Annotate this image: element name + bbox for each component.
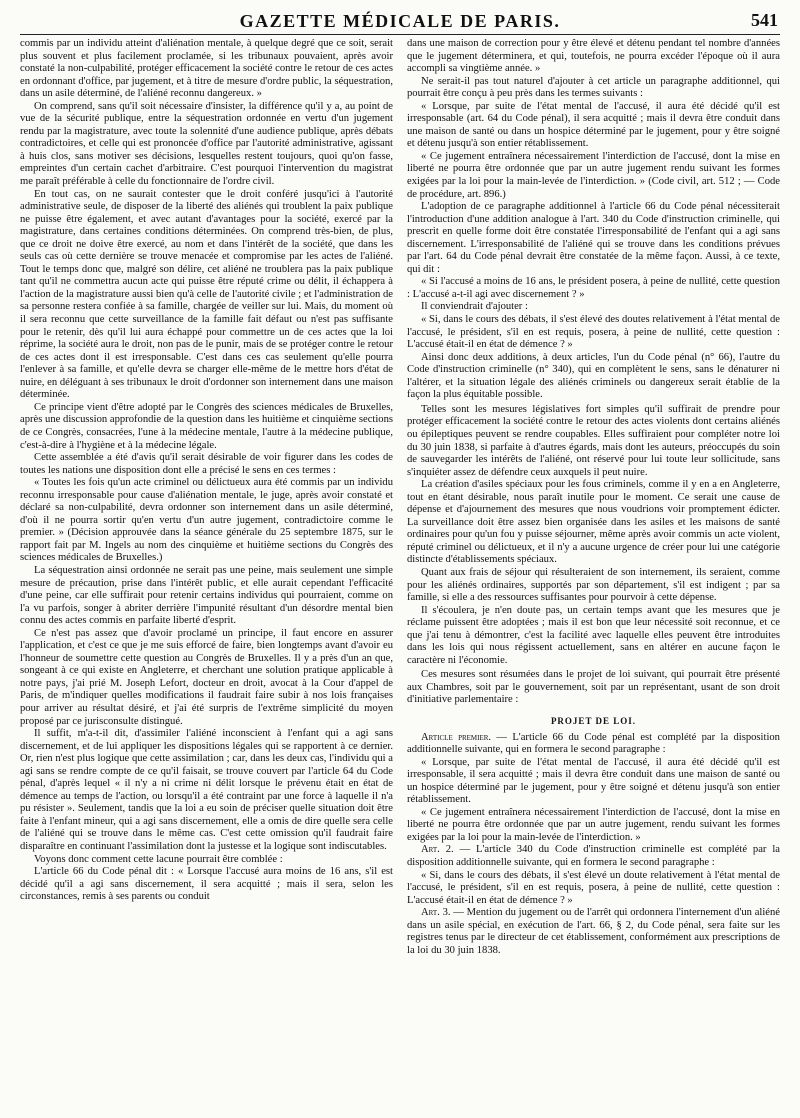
journal-title: GAZETTE MÉDICALE DE PARIS. — [239, 11, 561, 31]
paragraph: commis par un individu atteint d'aliénation mentale, à quelque degré que ce soit, serait plus souvent et plus facilement proclamée, si les tribunaux pouvaient, après avoir constaté la non-culpabilité, protéger efficacement la société contre le retour de ces actes en ordonnant d'office, par jugement, et à titre de mesure d'ordre public, la séquestration, dans un asile déterminé, de l'aliéné reconnu dangereux. » — [20, 38, 393, 100]
right-column — [407, 38, 780, 1116]
quoted-text: « Si, dans le cours des débats, il s'est élevé un doute relativement à l'état mental de l'accusé, le président, s'il en est requis, posera, à peine de nullité, cette question : L'accusé était-il en état de démence ? » — [407, 869, 780, 906]
left-column — [20, 38, 393, 1116]
paragraph: Telles sont les mesures législatives fort simples qu'il suffirait de prendre pour protéger efficacement la société contre le retour des actes violents dont certains aliénés ou épileptiques peuvent se rendre coupables. Elles suffiraient pour compléter notre loi du 30 juin 1838, si parfaite à d'autres égards, mais dont les auteurs, préoccupés du soin de sauvegarder les intérêts de l'aliéné, ont réservé pour lui toute leur sollicitude, sans s'inquiéter assez de défendre ceux auxquels il peut nuire. — [407, 403, 780, 478]
paragraph: Ne serait-il pas tout naturel d'ajouter à cet article un paragraphe additionnel, qui pourrait être conçu à peu près dans les termes suivants : — [407, 75, 780, 100]
paragraph: On comprend, sans qu'il soit nécessaire d'insister, la différence qu'il y a, au point de vue de la sécurité publique, entre la séquestration ordonnée en vertu d'un jugement rendu par la magistrature, avec toute la solennité d'une audience publique, après débats contradictoires, et celle qui est prononcée d'office par l'autorité administrative, agissant à huis clos, sans motiver ses décisions, lesquelles restent toujours, quoi qu'on fasse, empreintes d'un certain cachet d'arbitraire. C'est pourquoi l'intervention du magistrat me paraît préférable à celle du fonctionnaire de l'ordre civil. — [20, 100, 393, 188]
quoted-text: « Si l'accusé a moins de 16 ans, le président posera, à peine de nullité, cette question : L'accusé a-t-il agi avec discernement ? » — [407, 276, 780, 300]
article-2 — [407, 844, 780, 869]
quoted-text: « Ce jugement entraînera nécessairement l'interdiction de l'accusé, dont la mise en liberté ne pourra être ordonnée que par un autre jugement, rendu suivant les formes exigées par la loi pour la main-levée de l'interdiction. » — [407, 806, 780, 843]
paragraph: Voyons donc comment cette lacune pourrait être comblée : — [34, 853, 283, 865]
paragraph: dans une maison de correction pour y être élevé et détenu pendant tel nombre d'années que le jugement déterminera, et qui, toutefois, ne pourra excéder l'époque où il aura accompli sa vingtième année. » — [407, 38, 780, 75]
paragraph: L'article 66 du Code pénal dit : « Lorsque l'accusé aura moins de 16 ans, s'il est décidé qu'il a agi sans discernement, il sera acquitté ; mais il sera, selon les circonstances, remis à ses parents ou conduit — [20, 866, 393, 903]
paragraph: Il s'écoulera, je n'en doute pas, un certain temps avant que les mesures que je réclame puissent être adoptées ; mais il est bon que leur nécessité soit reconnue, et ce que j'ai tenu à démontrer, c'est la facilité avec laquelle elles peuvent être introduites dans les lois qui nous régissent actuellement, sans en altérer en aucune façon le caractère ni l'économie. — [407, 604, 780, 666]
page-header — [20, 8, 780, 35]
paragraph: La création d'asiles spéciaux pour les fous criminels, comme il y en a en Angleterre, tout en étant désirable, nous paraît inutile pour le moment. Ce serait une cause de dépense et d'ajournement des mesures que nous voudrions voir promptement édicter. La surveillance doit être assez bien organisée dans les asiles et les maisons de santé ordinaires pour qu'un fou y puisse séjourner, même après avoir commis un acte violent, réputé criminel ou délictueux, et il n'y a aucune urgence de créer pour lui une catégorie distincte d'établissements spéciaux. — [407, 479, 780, 566]
quoted-text: « Si, dans le cours des débats, il s'est élevé des doutes relativement à l'état mental de l'accusé, le président, s'il en est requis, posera, à peine de nullité, cette question : L'accusé était-il en état de démence ? » — [407, 314, 780, 351]
article-text: — Mention du jugement ou de l'arrêt qui ordonnera l'internement d'un aliéné dans un asile spécial, en exécution de l'art. 66, § 2, du Code pénal, sera faite sur les registres tenus par le directeur de cet établissement, conformément aux prescriptions de la loi du 30 juin 1838. — [407, 907, 780, 956]
article-label: Art. 3. — [421, 907, 451, 919]
paragraph: Ces mesures sont résumées dans le projet de loi suivant, qui pourrait être présenté aux Chambres, soit par le gouvernement, soit par un représentant, usant de son droit d'initiative parlementaire : — [407, 669, 780, 706]
law-heading: PROJET DE LOI. — [550, 715, 637, 726]
paragraph: Cette assemblée a été d'avis qu'il serait désirable de voir figurer dans les codes de toutes les nations une disposition dont elle a précisé le sens en ces termes : — [20, 452, 393, 476]
paragraph: Il suffit, m'a-t-il dit, d'assimiler l'aliéné inconscient à l'enfant qui a agi sans discernement, et de lui appliquer les dispositions légales qui se rapportent à ce dernier. Or, rien n'est plus logique que cette assimilation ; car, dans les deux cas, l'individu qui a agi sans se rendre compte de ce qu'il faisait, se trouve couvert par l'article 64 du Code pénal, d'après lequel « il n'y a ni crime ni délit lorsque le prévenu était en état de démence au temps de l'action, ou lorsqu'il a été contraint par une force à laquelle il n'a pu résister ». Seulement, tandis que la loi a eu soin de préciser quelle situation doit être faite à l'enfant mineur, qui a agi sans discernement, elle a omis de dire quelle sera celle de l'aliéné qui se trouve dans le même cas. C'est cette omission qu'il faudrait faire disparaître en continuant l'assimilation dont la justesse et la logique sont indiscutables. — [20, 728, 393, 852]
paragraph: Il conviendrait d'ajouter : — [421, 301, 528, 313]
quoted-resolution: « Toutes les fois qu'un acte criminel ou délictueux aura été commis par un individu reconnu irresponsable pour cause d'aliénation mentale, le juge, après avoir constaté et déclaré sa non-culpabilité, devra ordonner son internement dans un asile déterminé, d'où il ne pourra sortir qu'en vertu d'un autre jugement, contradictoire comme le premier. » (Décision approuvée dans la séance générale du 25 septembre 1875, sur le rapport fait par M. Ingels au nom des cinquième et huitième sections du Congrès des sciences médicales de Bruxelles.) — [20, 477, 393, 564]
quoted-text: « Lorsque, par suite de l'état mental de l'accusé, il aura été décidé qu'il est irresponsable, il sera acquitté ; mais il devra être conduit dans une maison de santé ou un hospice déterminé par le jugement, pour y être soigné et détenu jusqu'à son entier rétablissement. — [407, 756, 780, 806]
article-text: — L'article 340 du Code d'instruction criminelle est complété par la disposition additionnelle suivante, qui en formera le second paragraphe : — [407, 844, 780, 868]
quoted-text: « Lorsque, par suite de l'état mental de l'accusé, il aura été décidé qu'il est irresponsable (art. 64 du Code pénal), il sera acquitté ; mais il devra être conduit dans une maison de santé ou dans un hospice déterminé par le jugement, pour y être soigné et détenu jusqu'à son entier rétablissement. — [407, 100, 780, 150]
page-number: 541 — [751, 10, 778, 30]
paragraph: Ainsi donc deux additions, à deux articles, l'un du Code pénal (n° 66), l'autre du Code d'instruction criminelle (n° 340), qui en complètent le sens, sans le dénaturer ni l'altérer, et la situation légale des aliénés criminels ou dangereux serait établie de la façon la plus équitable possible. — [407, 351, 780, 401]
quoted-text: « Ce jugement entraînera nécessairement l'interdiction de l'accusé, dont la mise en liberté ne pourra être ordonnée que par un autre jugement rendu suivant les formes exigées par la loi pour la main-levée de l'interdiction. » (Code civil, art. 512 ; — Code de procédure, art. 896.) — [407, 150, 780, 200]
paragraph: Quant aux frais de séjour qui résulteraient de son internement, ils seraient, comme pour les aliénés ordinaires, supportés par son département, s'il est indigent ; par sa famille, si elle a des ressources suffisantes pour pourvoir à cette dépense. — [407, 566, 780, 604]
paragraph: La séquestration ainsi ordonnée ne serait pas une peine, mais seulement une simple mesure de précaution, prise dans l'intérêt public, et elle aurait cependant l'efficacité d'une peine, car elle suffirait pour retenir certains individus qui pourraient, comme on l'a vu parfois, songer à abriter derrière l'impunité résultant d'un désordre mental bien connu des actes commis en parfaite liberté d'esprit. — [20, 564, 393, 627]
paragraph: En tout cas, on ne saurait contester que le droit conféré jusqu'ici à l'autorité administrative seule, de disposer de la liberté des aliénés qui troublent la paix publique ne puisse être également, et avec autant d'avantages pour la société, exercé par la magistrature, dans certaines conditions déterminées. On comprend très-bien, de plus, que ce droit ne doive être exercé, au nom et dans l'intérêt de la société, que dans les seuls cas où cette dernière se trouve menacée et compromise par les actes de l'aliéné. Tout le temps donc que, malgré son délire, cet aliéné ne troublera pas la paix publique tant qu'il ne commettra aucun acte qui puisse être réputé crime ou délit, il échappera à l'action de la magistrature aussi bien qu'à celle de l'autorité civile ; et l'administration de sa personne restera confiée à sa famille, chargée de veiller sur lui. Mais, du moment où il sera reconnu que cette surveillance de la famille fait défaut ou n'est pas suffisante pour le retenir, dès qu'il lui aura échappé pour commettre un de ces actes que la loi réprime, la société aura le droit, non pas de le punir, mais de se protéger contre le retour de ces actes dont il est irresponsable. C'est dans ces cas seulement qu'elle pourra l'enlever à sa famille, et qu'elle devra se charger elle-même de le mettre hors d'état de nuire, en déléguant à ses tribunaux le droit d'ordonner son internement dans une maison déterminée. — [20, 188, 393, 401]
paragraph: Ce n'est pas assez que d'avoir proclamé un principe, il faut encore en assurer l'application, et c'est ce que je me suis efforcé de faire, bien longtemps avant d'avoir eu l'honneur de soumettre cette question au Congrès de Bruxelles. Il y a près d'un an que, songeant à ce qui existe en Angleterre, et cherchant une solution pratique applicable à notre pays, j'ai prié M. Joseph Lefort, docteur en droit, avocat à la Cour d'appel de Paris, de m'indiquer quelles modifications il faudrait faire subir à nos lois françaises pour arriver au résultat désiré, et j'ai été surpris de l'extrême simplicité du moyen proposé par ce jurisconsulte distingué. — [20, 627, 393, 727]
article-text: — L'article 66 du Code pénal est complété par la disposition additionnelle suivante, qui en formera le second paragraphe : — [407, 731, 780, 756]
paragraph: Ce principe vient d'être adopté par le Congrès des sciences médicales de Bruxelles, après une discussion approfondie de la question dans les huitième et cinquième sections de ce Congrès, consacrées, l'une à la médecine mentale, l'autre à la médecine publique, c'est-à-dire à l'hygiène et à la médecine légale. — [20, 401, 393, 451]
article-3 — [407, 907, 780, 957]
paragraph: L'adoption de ce paragraphe additionnel à l'article 66 du Code pénal nécessiterait l'introduction d'une addition analogue à l'art. 340 du Code d'instruction criminelle, qui prescrit en quelle forme doit être constatée l'irresponsabilité de l'enfant qui a agi sans discernement. L'irresponsabilité de l'aliéné qui se trouve dans les conditions prévues par l'art. 64 du Code pénal devrait être constatée de la même façon. Aussi, à ce texte, qui dit : — [407, 201, 780, 275]
article-label: Article premier. — [421, 731, 492, 743]
article-label: Art. 2. — [421, 844, 454, 856]
article-1 — [407, 732, 780, 757]
